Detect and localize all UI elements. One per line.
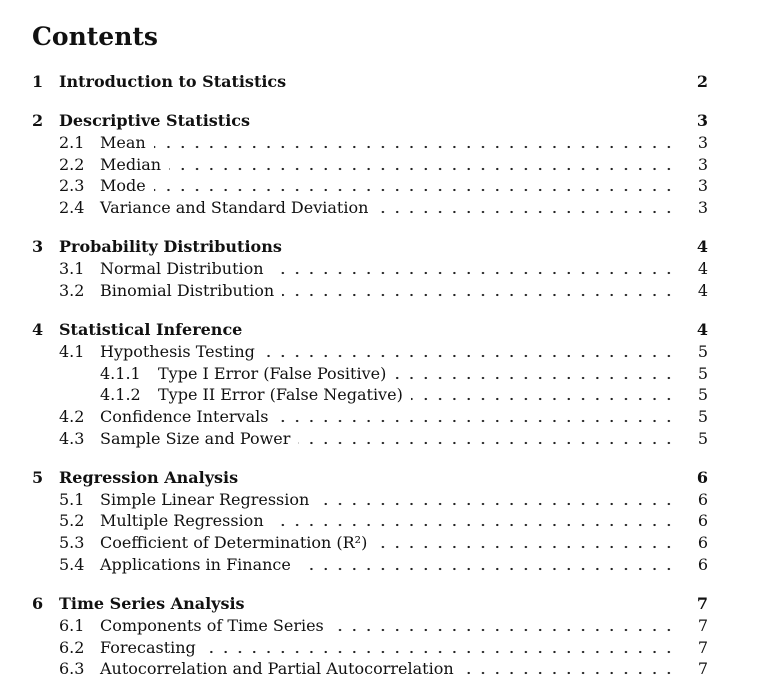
toc-entry-title[interactable]: Confidence Intervals [100, 407, 269, 426]
toc-section-entry[interactable] [0, 236, 772, 257]
toc-entry-number: 4.1.1 [100, 364, 141, 383]
toc-entry-page-number[interactable]: 5 [697, 342, 708, 361]
toc-subsection-entry[interactable] [0, 428, 772, 449]
toc-entry-title[interactable]: Normal Distribution [100, 259, 264, 278]
toc-entry-title[interactable]: Sample Size and Power [100, 429, 291, 448]
toc-dot-leader [375, 532, 676, 553]
toc-subsection-entry[interactable] [0, 510, 772, 531]
toc-entry-number: 3.2 [59, 281, 85, 300]
toc-entry-page-number[interactable]: 3 [697, 198, 708, 217]
toc-entry-page-number[interactable]: 5 [697, 407, 708, 426]
toc-entry-title[interactable]: Mean [100, 133, 146, 152]
toc-section-entry[interactable] [0, 71, 772, 92]
toc-dot-leader [376, 197, 676, 218]
toc-subsection-entry[interactable] [0, 258, 772, 279]
toc-entry-number: 4.1 [59, 342, 85, 361]
toc-dot-leader [154, 132, 676, 153]
toc-entry-title[interactable]: Variance and Standard Deviation [100, 198, 369, 217]
toc-entry-page-number[interactable]: 4 [696, 237, 708, 256]
toc-dot-leader [276, 406, 676, 427]
toc-entry-page-number[interactable]: 5 [697, 364, 708, 383]
toc-entry-number: 2.2 [59, 155, 85, 174]
toc-entry-title[interactable]: Statistical Inference [59, 320, 243, 339]
toc-entry-title[interactable]: Applications in Finance [100, 555, 291, 574]
toc-entry-title[interactable]: Mode [100, 176, 146, 195]
toc-dot-leader [462, 658, 676, 679]
toc-entry-number: 4.1.2 [100, 385, 141, 404]
toc-entry-number: 2 [32, 111, 44, 130]
toc-subsection-entry[interactable] [0, 132, 772, 153]
toc-dot-leader [154, 175, 676, 196]
toc-entry-number: 2.3 [59, 176, 85, 195]
toc-subsection-entry[interactable] [0, 197, 772, 218]
toc-entry-number: 3.1 [59, 259, 85, 278]
toc-entry-page-number[interactable]: 3 [696, 111, 708, 130]
toc-section-entry[interactable] [0, 593, 772, 614]
toc-dot-leader [263, 341, 676, 362]
toc-entry-page-number[interactable]: 3 [697, 155, 708, 174]
toc-entry-page-number[interactable]: 4 [697, 281, 708, 300]
toc-entry-title[interactable]: Simple Linear Regression [100, 490, 310, 509]
toc-heading: Contents [32, 22, 159, 51]
toc-entry-page-number[interactable]: 7 [696, 594, 708, 613]
toc-subsection-entry[interactable] [0, 280, 772, 301]
toc-entry-number: 5.3 [59, 533, 85, 552]
toc-entry-number: 2.1 [59, 133, 85, 152]
toc-dot-leader [332, 615, 676, 636]
toc-entry-page-number[interactable]: 7 [697, 616, 708, 635]
toc-entry-number: 1 [32, 72, 44, 91]
toc-entry-title[interactable]: Forecasting [100, 638, 196, 657]
toc-dot-leader [272, 258, 676, 279]
toc-entry-page-number[interactable]: 6 [696, 468, 708, 487]
toc-entry-number: 5.1 [59, 490, 85, 509]
toc-entry-title[interactable]: Binomial Distribution [100, 281, 275, 300]
toc-subsection-entry[interactable] [0, 154, 772, 175]
toc-entry-page-number[interactable]: 4 [697, 259, 708, 278]
toc-subsection-entry[interactable] [0, 532, 772, 553]
toc-dot-leader [299, 554, 676, 575]
toc-entry-number: 5 [32, 468, 44, 487]
toc-entry-title[interactable]: Regression Analysis [59, 468, 239, 487]
toc-dot-leader [298, 428, 676, 449]
toc-entry-page-number[interactable]: 4 [696, 320, 708, 339]
toc-subsection-entry[interactable] [0, 406, 772, 427]
toc-entry-page-number[interactable]: 3 [697, 176, 708, 195]
toc-dot-leader [204, 637, 676, 658]
toc-entry-number: 2.4 [59, 198, 85, 217]
toc-entry-number: 6.2 [59, 638, 85, 657]
toc-entry-number: 5.2 [59, 511, 85, 530]
toc-entry-title[interactable]: Type I Error (False Positive) [158, 364, 387, 383]
toc-entry-number: 6 [32, 594, 44, 613]
toc-subsection-entry[interactable] [0, 489, 772, 510]
toc-entry-number: 6.1 [59, 616, 85, 635]
toc-entry-page-number[interactable]: 6 [697, 533, 708, 552]
toc-entry-title[interactable]: Probability Distributions [59, 237, 282, 256]
toc-subsection-entry[interactable] [0, 637, 772, 658]
toc-entry-title[interactable]: Type II Error (False Negative) [158, 385, 403, 404]
toc-entry-page-number[interactable]: 6 [697, 490, 708, 509]
toc-entry-page-number[interactable]: 6 [697, 511, 708, 530]
toc-entry-page-number[interactable]: 7 [697, 659, 708, 678]
toc-dot-leader [282, 280, 676, 301]
toc-entry-title[interactable]: Autocorrelation and Partial Autocorrelation [100, 659, 454, 678]
toc-dot-leader [317, 489, 676, 510]
toc-entry-title[interactable]: Descriptive Statistics [59, 111, 251, 130]
toc-entry-title[interactable]: Median [100, 155, 162, 174]
toc-entry-number: 5.4 [59, 555, 85, 574]
toc-entry-title[interactable]: Multiple Regression [100, 511, 264, 530]
toc-dot-leader [272, 510, 676, 531]
toc-subsection-entry[interactable] [0, 175, 772, 196]
toc-subsection-entry[interactable] [0, 554, 772, 575]
toc-subsubsection-entry[interactable] [0, 363, 772, 384]
toc-dot-leader [394, 363, 676, 384]
toc-entry-number: 4 [32, 320, 44, 339]
toc-entry-title[interactable]: Components of Time Series [100, 616, 324, 635]
toc-entry-page-number[interactable]: 3 [697, 133, 708, 152]
toc-section-entry[interactable] [0, 319, 772, 340]
toc-entry-number: 3 [32, 237, 44, 256]
toc-entry-page-number[interactable]: 5 [697, 385, 708, 404]
toc-subsection-entry[interactable] [0, 341, 772, 362]
toc-entry-number: 6.3 [59, 659, 85, 678]
toc-entry-page-number[interactable]: 6 [697, 555, 708, 574]
toc-section-entry[interactable] [0, 467, 772, 488]
toc-dot-leader [411, 384, 676, 405]
toc-entry-number: 4.2 [59, 407, 85, 426]
toc-entry-title[interactable]: Time Series Analysis [59, 594, 245, 613]
toc-entry-title[interactable]: Hypothesis Testing [100, 342, 255, 361]
toc-entry-page-number[interactable]: 5 [697, 429, 708, 448]
toc-entry-title[interactable]: Coefficient of Determination (R²) [100, 533, 368, 552]
toc-section-entry[interactable] [0, 110, 772, 131]
toc-subsection-entry[interactable] [0, 658, 772, 679]
toc-subsubsection-entry[interactable] [0, 384, 772, 405]
toc-entry-page-number[interactable]: 7 [697, 638, 708, 657]
toc-dot-leader [169, 154, 676, 175]
toc-entry-number: 4.3 [59, 429, 85, 448]
toc-subsection-entry[interactable] [0, 615, 772, 636]
toc-entry-title[interactable]: Introduction to Statistics [59, 72, 287, 91]
toc-entry-page-number[interactable]: 2 [696, 72, 708, 91]
